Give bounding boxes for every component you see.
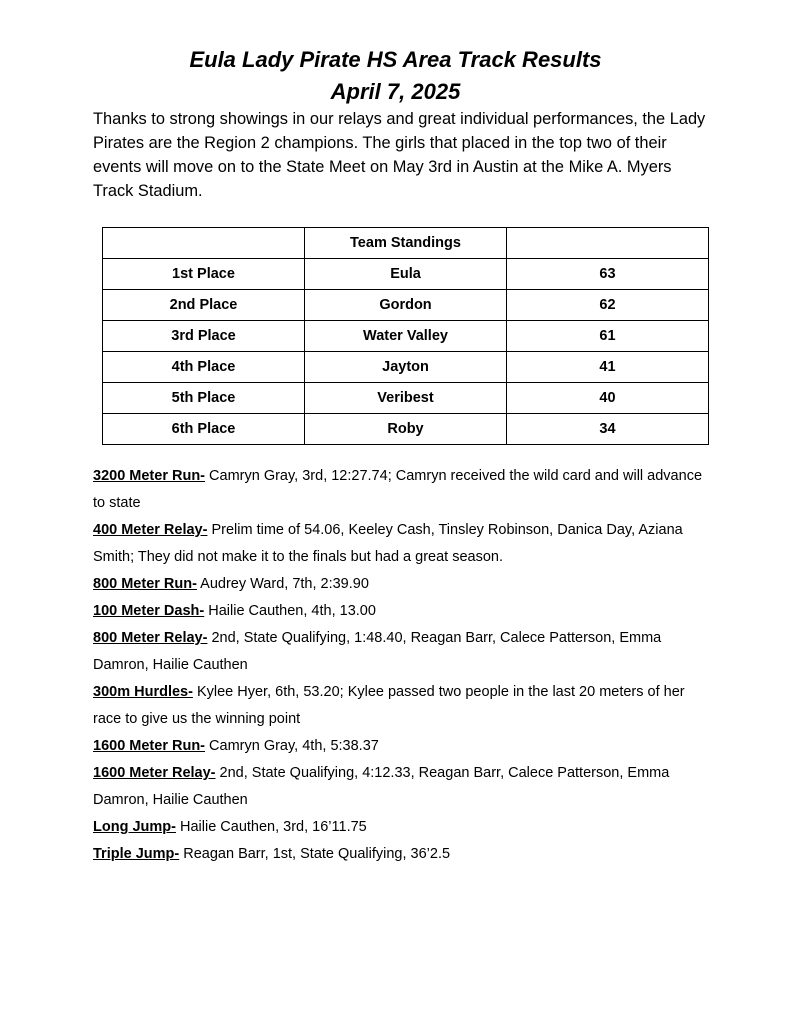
document-title: Eula Lady Pirate HS Area Track Results — [189, 47, 602, 72]
event-detail: Kylee Hyer, 6th, 53.20; Kylee passed two people in the last 20 meters of her race to give us the winning point — [93, 684, 685, 727]
event-name: 800 Meter Relay- — [93, 630, 208, 646]
event-detail: Reagan Barr, 1st, State Qualifying, 36’2.5 — [179, 846, 451, 862]
standings-header-row — [103, 228, 709, 259]
list-item — [93, 463, 713, 517]
list-item — [93, 598, 713, 625]
event-name: Long Jump- — [93, 819, 176, 835]
event-name: Triple Jump- — [93, 846, 180, 862]
event-results-list — [93, 463, 713, 868]
place-cell: 2nd Place — [103, 290, 305, 321]
event-name: 800 Meter Run- — [93, 576, 197, 592]
event-name: 300m Hurdles- — [93, 684, 193, 700]
score-cell: 41 — [507, 352, 709, 383]
team-cell: Roby — [305, 414, 507, 445]
standings-header-cell — [103, 228, 305, 259]
event-detail: 2nd, State Qualifying, 1:48.40, Reagan Barr, Calece Patterson, Emma Damron, Hailie Cauthen — [93, 630, 662, 673]
event-detail: Camryn Gray, 3rd, 12:27.74; Camryn received the wild card and will advance to state — [93, 468, 703, 511]
list-item — [93, 517, 713, 571]
list-item — [93, 760, 713, 814]
place-cell: 4th Place — [103, 352, 305, 383]
list-item — [93, 571, 713, 598]
score-cell: 62 — [507, 290, 709, 321]
score-cell: 63 — [507, 259, 709, 290]
table-row — [103, 352, 709, 383]
score-cell: 34 — [507, 414, 709, 445]
place-cell: 1st Place — [103, 259, 305, 290]
team-standings-table — [102, 227, 709, 445]
standings-header-cell — [507, 228, 709, 259]
event-detail: Hailie Cauthen, 4th, 13.00 — [204, 603, 376, 619]
team-cell: Gordon — [305, 290, 507, 321]
list-item — [93, 841, 713, 868]
event-detail: Camryn Gray, 4th, 5:38.37 — [205, 738, 379, 754]
event-name: 1600 Meter Relay- — [93, 765, 216, 781]
place-cell: 3rd Place — [103, 321, 305, 352]
place-cell: 6th Place — [103, 414, 305, 445]
team-cell: Water Valley — [305, 321, 507, 352]
list-item — [93, 814, 713, 841]
event-detail: Audrey Ward, 7th, 2:39.90 — [196, 576, 369, 592]
team-cell: Veribest — [305, 383, 507, 414]
score-cell: 61 — [507, 321, 709, 352]
table-row — [103, 383, 709, 414]
team-cell: Jayton — [305, 352, 507, 383]
list-item — [93, 625, 713, 679]
table-row — [103, 414, 709, 445]
event-name: 400 Meter Relay- — [93, 522, 208, 538]
table-row — [103, 290, 709, 321]
team-cell: Eula — [305, 259, 507, 290]
event-name: 3200 Meter Run- — [93, 468, 206, 484]
place-cell: 5th Place — [103, 383, 305, 414]
list-item — [93, 733, 713, 760]
event-name: 1600 Meter Run- — [93, 738, 206, 754]
intro-paragraph: Thanks to strong showings in our relays and great individual performances, the Lady Pirates are the Region 2 champions. The girls that placed in the top two of their events will move on to the State Meet on May 3rd in Austin at the Mike A. Myers Track Stadium. — [93, 110, 706, 200]
list-item — [93, 679, 713, 733]
table-row — [103, 259, 709, 290]
event-detail: Hailie Cauthen, 3rd, 16’11.75 — [175, 819, 367, 835]
event-detail: Prelim time of 54.06, Keeley Cash, Tinsley Robinson, Danica Day, Aziana Smith; They did not make it to the finals but had a great season. — [93, 522, 683, 565]
event-detail: 2nd, State Qualifying, 4:12.33, Reagan Barr, Calece Patterson, Emma Damron, Hailie Cauthen — [93, 765, 670, 808]
table-row — [103, 321, 709, 352]
document-date: April 7, 2025 — [330, 79, 461, 104]
standings-header-cell: Team Standings — [305, 228, 507, 259]
event-name: 100 Meter Dash- — [93, 603, 205, 619]
score-cell: 40 — [507, 383, 709, 414]
